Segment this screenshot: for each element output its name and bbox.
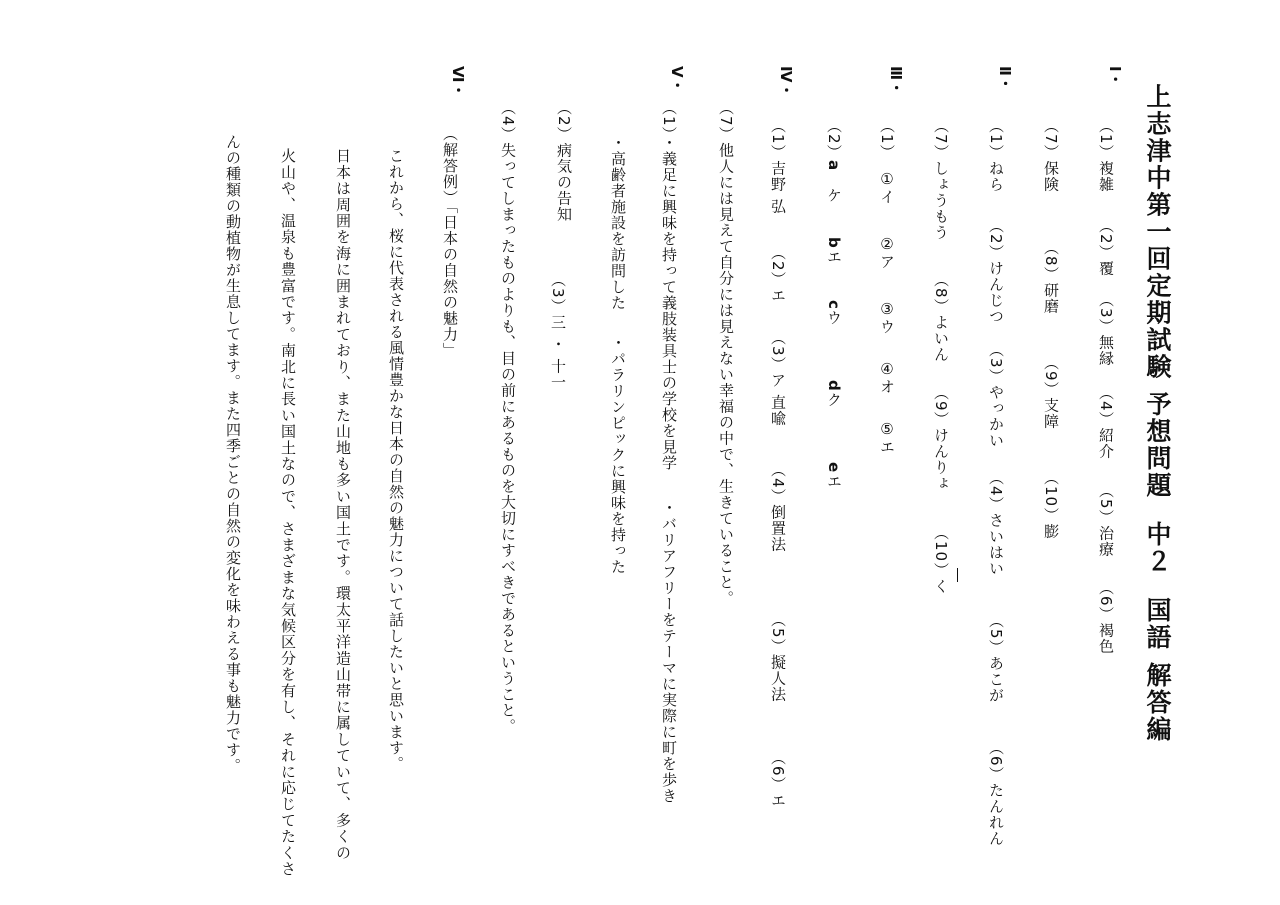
s3-q1-4: ④オ (878, 360, 896, 395)
s2-q7: （7）しょうもう (932, 118, 950, 241)
s3-q2-e-letter: e (825, 462, 843, 474)
s3-q2-a-letter: a (825, 160, 843, 172)
s6-line-2: 日本は周囲を海に囲まれており、また山地も多い国土です。環太平洋造山帯に属していて、多くの (334, 148, 352, 861)
s2-q3: （3）やっかい (987, 342, 1005, 449)
s4-q6: （6）エ (769, 750, 787, 809)
s3-q1-label: （1） (878, 118, 896, 161)
s3-q2-a (826, 160, 841, 203)
section-4-label: Ⅳ・ (777, 66, 795, 98)
s4-q2: （2）エ (769, 245, 787, 304)
s2-q8: （8）よいん (932, 272, 950, 363)
s3-q2-c-answer: ウ (825, 309, 843, 326)
s3-q2-b (826, 237, 841, 265)
s6-line-4: んの種類の動植物が生息してます。また四季ごとの自然の変化を味わえる事も魅力です。 (224, 134, 242, 774)
title-grade: 中２ (1143, 521, 1172, 576)
page-title (1145, 62, 1195, 743)
s1-q4: （4）紹介 (1097, 385, 1115, 460)
title-main: 上志津中第一回定期試験 予想問題 (1143, 83, 1172, 500)
s1-q6: （6）褐色 (1097, 580, 1115, 655)
s2-q6: （6）たんれん (987, 740, 1005, 847)
section-1-label: Ⅰ・ (1106, 66, 1124, 87)
section-5-label: Ⅴ・ (668, 66, 686, 93)
s4-q4: （4）倒置法 (769, 462, 787, 553)
s1-q8: （8）研磨 (1042, 240, 1060, 315)
s3-q2-d-letter: d (825, 380, 843, 392)
title-subject: 国語 解答編 (1143, 597, 1172, 743)
s1-q10: （10）膨 (1042, 470, 1060, 540)
s3-q1-5: ⑤エ (878, 420, 896, 455)
section-6-label: Ⅵ・ (449, 66, 467, 98)
s5-q1-line2a: ・高齢者施設を訪問した (609, 135, 627, 311)
s3-q2-a-answer: ケ (825, 187, 843, 204)
annotation-mark (957, 568, 958, 582)
s3-q2-c (826, 300, 841, 326)
s6-line-3: 火山や、温泉も豊富です。南北に長い国土なので、さまざまな気候区分を有し、それに応じてたくさ (279, 148, 297, 877)
s4-q3: （3）ア 直喩 (769, 330, 787, 427)
s2-q1: （1）ねら (987, 118, 1005, 193)
s2-q5: （5）あこが (987, 613, 1005, 704)
s3-q2-d (826, 380, 841, 408)
s3-q2-b-letter: b (825, 237, 843, 249)
s5-q1-line1: （1）・義足に興味を持って義肢装具士の学校を見学 (660, 100, 678, 472)
s2-q9: （9）けんりょ (932, 385, 950, 492)
s3-q2-label: （2） (825, 118, 843, 161)
s3-q1-3: ③ウ (878, 300, 896, 335)
s1-q5: （5）治療 (1097, 483, 1115, 558)
s4-q5: （5）擬人法 (769, 612, 787, 703)
s1-q1: （1）複雑 (1097, 118, 1115, 193)
s5-q1-line2b: ・パラリンピックに興味を持った (609, 335, 627, 575)
s1-q7: （7）保険 (1042, 118, 1060, 193)
s5-q3: （3）三 ・ 十一 (549, 272, 567, 391)
s2-q10: （10）く (932, 525, 950, 595)
s1-q9: （9）支障 (1042, 355, 1060, 430)
s5-q1-line1b: ・バリアフリーをテーマに実際に町を歩き (660, 500, 678, 804)
s3-q1-2: ②ア (878, 235, 896, 270)
s2-q4: （4）さいはい (987, 470, 1005, 577)
s3-q2-c-letter: c (825, 300, 843, 310)
s4-q1: （1）吉野 弘 (769, 118, 787, 215)
s2-q2: （2）けんじつ (987, 218, 1005, 325)
s3-q2-d-answer: ク (825, 391, 843, 408)
s4-q7: （7）他人には見えて自分には見えない幸福の中で、生きていること。 (717, 100, 735, 607)
s3-q2-e (826, 462, 841, 489)
s6-line-1: これから、桜に代表される風情豊かな日本の自然の魅力について話したいと思います。 (387, 148, 405, 772)
s1-q2: （2）覆 (1097, 218, 1115, 277)
s6-intro: （解答例）「日本の自然の魅力」 (441, 126, 459, 359)
s3-q2-e-answer: エ (825, 473, 843, 490)
section-2-label: Ⅱ・ (996, 66, 1014, 91)
s3-q2-b-answer: エ (825, 248, 843, 265)
s5-q2: （2）病気の告知 (555, 100, 573, 223)
s1-q3: （3）無縁 (1097, 292, 1115, 367)
s3-q1-1: ①イ (878, 170, 896, 205)
section-3-label: Ⅲ・ (887, 66, 905, 96)
s5-q4: （4）失ってしまったものよりも、目の前にあるものを大切にすべきであるということ。 (499, 100, 517, 735)
